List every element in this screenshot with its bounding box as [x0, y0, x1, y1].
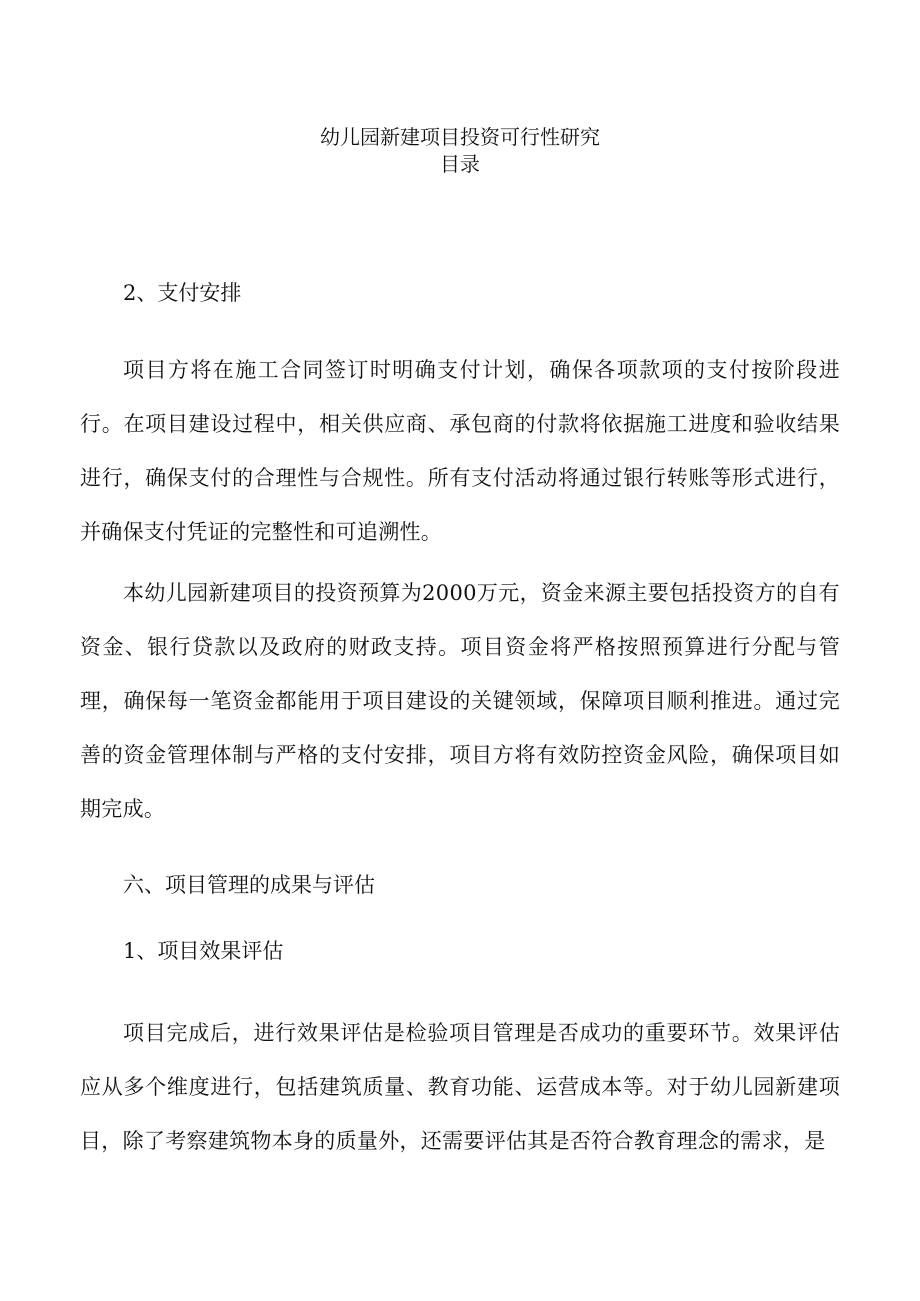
document-subtitle: 目录: [440, 152, 480, 176]
paragraph-investment-budget: 本幼儿园新建项目的投资预算为2000万元，资金来源主要包括投资方的自有资金、银行贷款以及政府的财政支持。项目资金将严格按照预算进行分配与管理，确保每一笔资金都能用于项目建设的关键领域，保障项目顺利推进。通过完善的资金管理体制与严格的支付安排，项目方将有效防控资金风险，确保项目如期完成。: [80, 581, 840, 821]
paragraph-payment-plan: 项目方将在施工合同签订时明确支付计划，确保各项款项的支付按阶段进行。在项目建设过程中，相关供应商、承包商的付款将依据施工进度和验收结果进行，确保支付的合理性与合规性。所有支付活动将通过银行转账等形式进行，并确保支付凭证的完整性和可追溯性。: [80, 358, 840, 544]
chapter-heading-management-results: 六、项目管理的成果与评估: [123, 873, 375, 897]
paragraph-effect-evaluation: 项目完成后，进行效果评估是检验项目管理是否成功的重要环节。效果评估应从多个维度进行，包括建筑质量、教育功能、运营成本等。对于幼儿园新建项目，除了考察建筑物本身的质量外，还需要评估其是否符合教育理念的需求，是: [80, 1021, 840, 1153]
document-title: 幼儿园新建项目投资可行性研究: [320, 125, 600, 149]
section-heading-payment: 2、支付安排: [123, 281, 242, 305]
title-block: [0, 124, 920, 178]
section-heading-effect-evaluation: 1、项目效果评估: [123, 939, 284, 963]
